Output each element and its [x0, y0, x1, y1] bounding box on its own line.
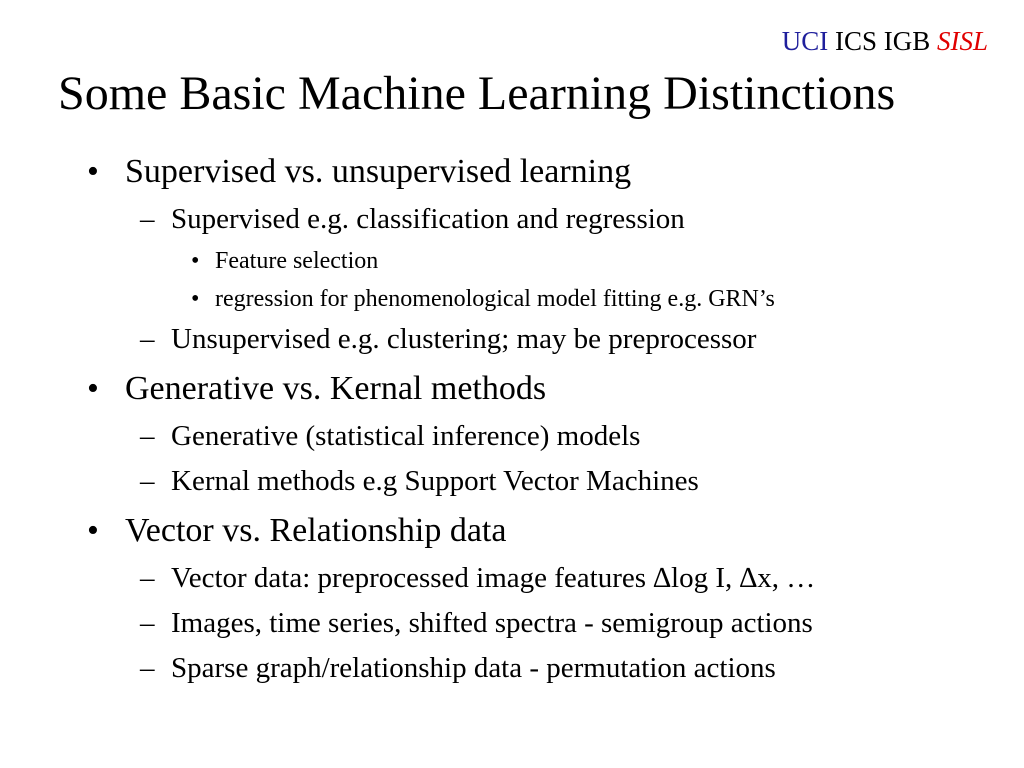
sub-sub-bullet-text: Feature selection	[215, 248, 379, 274]
sub-bullet-item	[140, 203, 685, 235]
dash-marker: –	[140, 652, 155, 684]
sub-bullet-text: Vector data: preprocessed image features ∆log I, ∆x, …	[171, 562, 816, 594]
bullet-item	[87, 370, 547, 407]
bullet-item	[87, 153, 632, 190]
logo-ics-igb: ICS IGB	[834, 26, 931, 56]
sub-bullet-text: Generative (statistical inference) models	[171, 420, 641, 452]
sub-bullet-item	[140, 465, 699, 497]
sub-bullet-item	[140, 323, 757, 355]
bullet-text: Generative vs. Kernal methods	[125, 370, 547, 407]
dash-marker: –	[140, 607, 155, 639]
page-title: Some Basic Machine Learning Distinctions	[58, 67, 896, 120]
bullet-item	[87, 512, 507, 549]
dash-marker: –	[140, 203, 155, 235]
dash-marker: –	[140, 323, 155, 355]
sub-bullet-item	[140, 420, 641, 452]
sub-sub-bullet-text: regression for phenomenological model fitting e.g. GRN’s	[215, 286, 775, 312]
sub-bullet-item	[140, 607, 813, 639]
sub-sub-bullet-item	[191, 286, 775, 312]
dash-marker: –	[140, 562, 155, 594]
sub-bullet-item	[140, 652, 776, 684]
bullet-marker: •	[87, 153, 99, 190]
bullet-text: Vector vs. Relationship data	[125, 512, 507, 549]
bullet-marker: •	[191, 286, 200, 312]
sub-bullet-item	[140, 562, 816, 594]
sub-bullet-text: Supervised e.g. classification and regression	[171, 203, 685, 235]
sub-bullet-text: Unsupervised e.g. clustering; may be preprocessor	[171, 323, 757, 355]
logo-sisl: SISL	[936, 26, 988, 56]
dash-marker: –	[140, 420, 155, 452]
dash-marker: –	[140, 465, 155, 497]
sub-bullet-text: Sparse graph/relationship data - permutation actions	[171, 652, 776, 684]
logo-uci: UCI	[781, 26, 829, 56]
bullet-text: Supervised vs. unsupervised learning	[125, 153, 632, 190]
sub-bullet-text: Kernal methods e.g Support Vector Machines	[171, 465, 699, 497]
bullet-marker: •	[87, 370, 99, 407]
sub-bullet-text: Images, time series, shifted spectra - semigroup actions	[171, 607, 813, 639]
bullet-marker: •	[87, 512, 99, 549]
sub-sub-bullet-item	[191, 248, 379, 274]
bullet-marker: •	[191, 248, 200, 274]
